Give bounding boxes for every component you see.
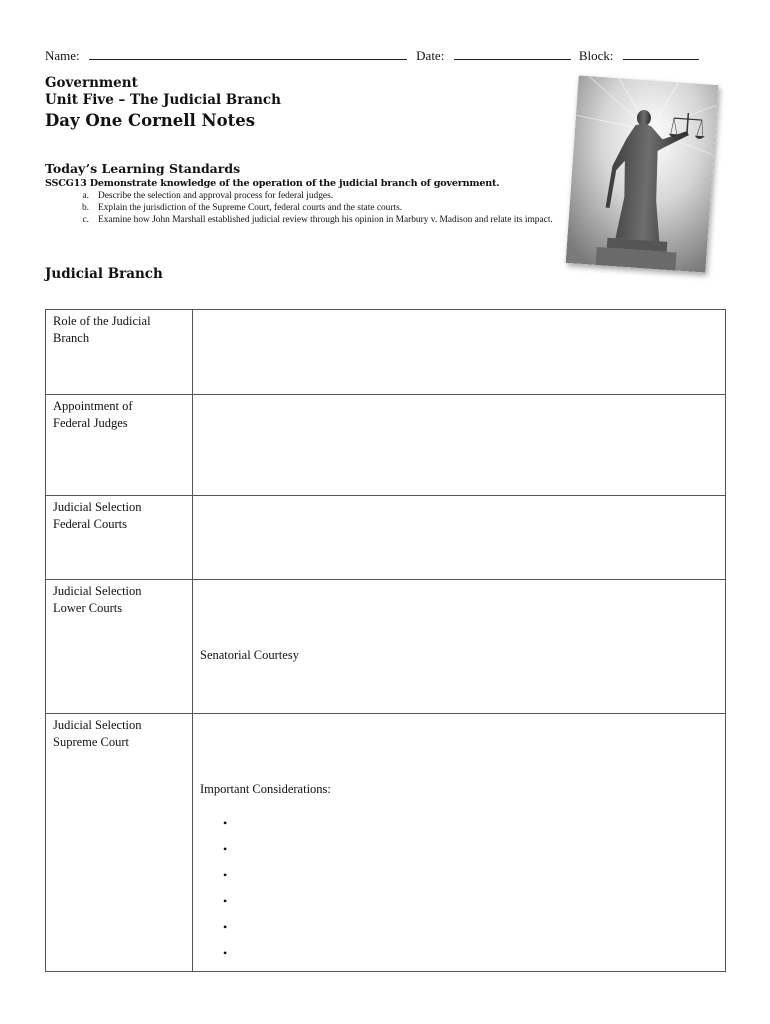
label-line: Federal Courts <box>53 517 127 531</box>
name-field[interactable] <box>89 47 407 60</box>
label-line: Judicial Selection <box>53 584 142 598</box>
learning-standards <box>45 161 555 226</box>
item-text: Describe the selection and approval process for federal judges. <box>98 191 334 201</box>
notes-cell-role[interactable] <box>193 310 726 395</box>
label-line: Federal Judges <box>53 416 128 430</box>
table-row <box>46 310 726 395</box>
bullet-point: • <box>223 868 228 882</box>
notes-cell-appointment[interactable] <box>193 395 726 496</box>
lady-justice-statue-photo <box>566 75 719 272</box>
unit-title: Unit Five – The Judicial Branch <box>45 92 281 108</box>
table-row <box>46 496 726 580</box>
row-label <box>46 395 193 496</box>
header-fields <box>45 47 725 64</box>
notes-cell-supreme-court[interactable] <box>193 714 726 972</box>
item-marker: c. <box>82 215 89 225</box>
subject-title: Government <box>45 75 138 91</box>
table-row <box>46 580 726 714</box>
row-label <box>46 714 193 972</box>
standard-code-line: SSCG13 Demonstrate knowledge of the operation of the judicial branch of government. <box>45 178 500 189</box>
name-label: Name: <box>45 48 80 63</box>
label-line: Judicial Selection <box>53 500 142 514</box>
item-text: Examine how John Marshall established judicial review through his opinion in Marbury v. Madison and relate its impact. <box>98 215 553 225</box>
row-label <box>46 310 193 395</box>
block-field[interactable] <box>623 47 699 60</box>
block-label: Block: <box>578 48 614 63</box>
table-row <box>46 714 726 972</box>
notes-cell-federal-courts[interactable] <box>193 496 726 580</box>
notes-title: Day One Cornell Notes <box>45 111 256 130</box>
label-line: Role of the Judicial <box>53 314 151 328</box>
standard-item <box>45 214 555 226</box>
item-marker: b. <box>81 203 89 213</box>
standard-item <box>45 190 555 202</box>
standards-heading: Today’s Learning Standards <box>45 161 241 176</box>
bullet-point: • <box>223 816 228 830</box>
item-marker: a. <box>82 191 89 201</box>
bullet-point: • <box>223 920 228 934</box>
row-label <box>46 496 193 580</box>
row-label <box>46 580 193 714</box>
cornell-notes-table <box>45 309 726 972</box>
date-field[interactable] <box>454 47 571 60</box>
title-block <box>45 75 281 132</box>
bullet-point: • <box>223 842 228 856</box>
notes-cell-lower-courts[interactable] <box>193 580 726 714</box>
item-text: Explain the jurisdiction of the Supreme Court, federal courts and the state courts. <box>98 203 403 213</box>
table-row <box>46 395 726 496</box>
section-title: Judicial Branch <box>45 266 163 282</box>
label-line: Judicial Selection <box>53 718 142 732</box>
label-line: Branch <box>53 331 90 345</box>
senatorial-courtesy-prompt: Senatorial Courtesy <box>200 648 299 662</box>
important-considerations-prompt: Important Considerations: <box>200 782 331 796</box>
label-line: Supreme Court <box>53 735 130 749</box>
bullet-point: • <box>223 894 228 908</box>
standards-list <box>45 190 555 226</box>
label-line: Appointment of <box>53 399 133 413</box>
date-label: Date: <box>416 48 445 63</box>
standard-item <box>45 202 555 214</box>
label-line: Lower Courts <box>53 601 123 615</box>
bullet-point: • <box>223 946 228 960</box>
